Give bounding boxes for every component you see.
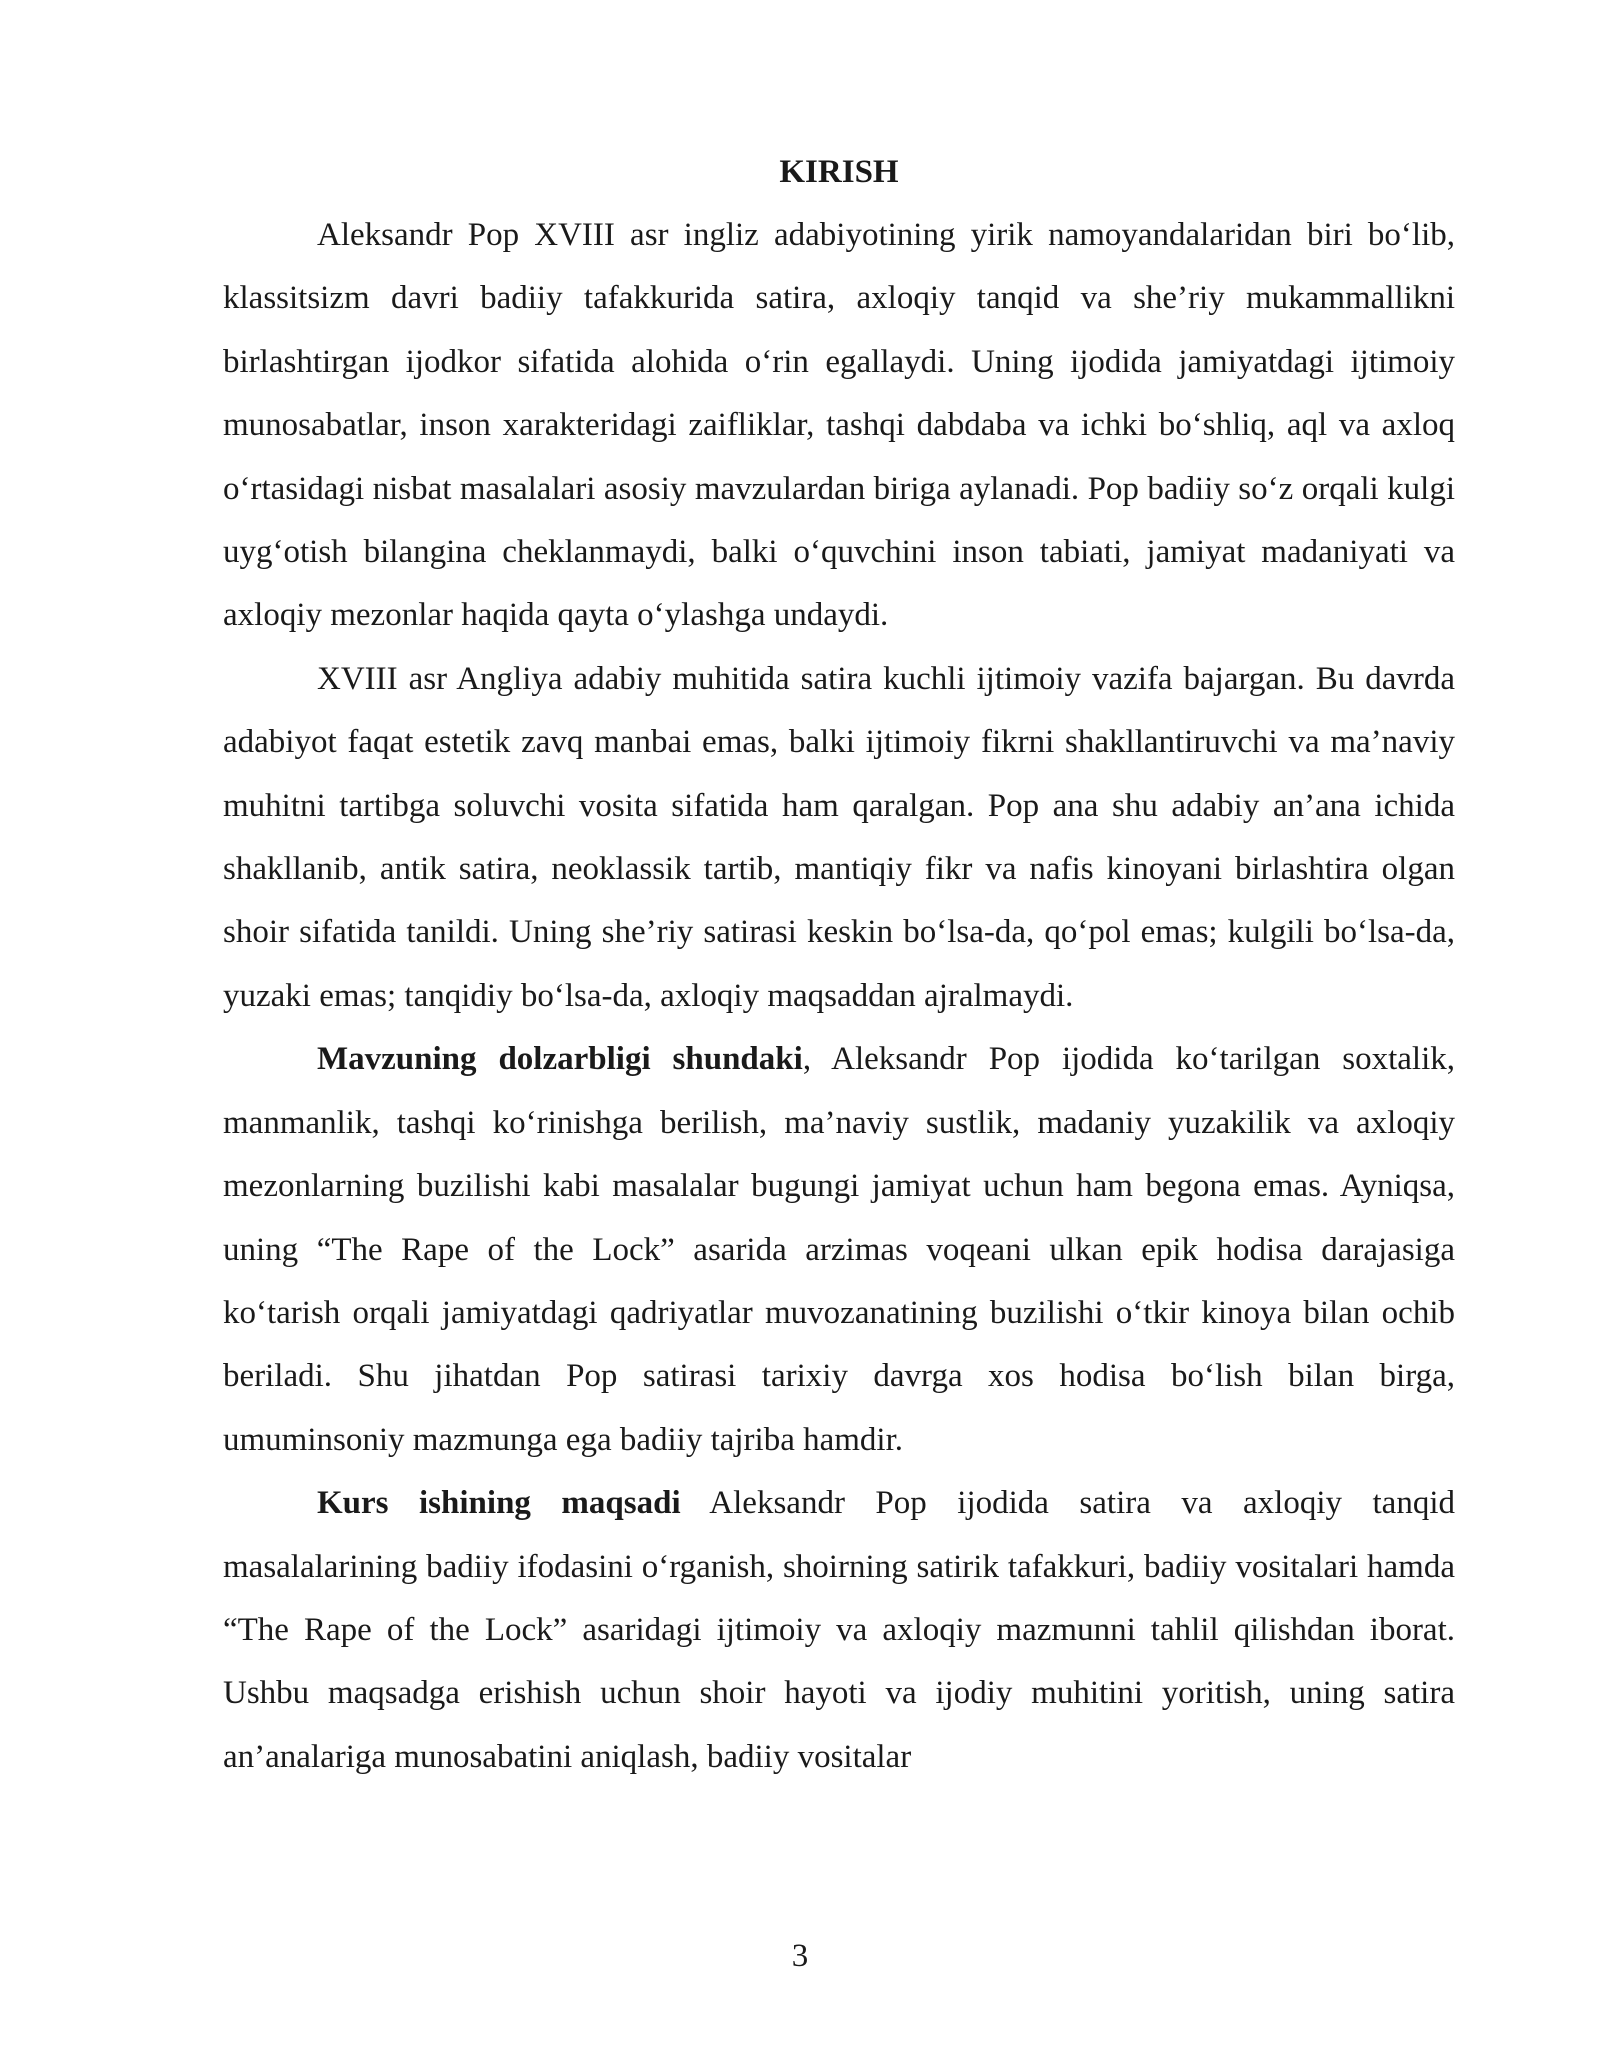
paragraph-text: , Aleksandr Pop ijodida ko‘tarilgan soxtalik, manmanlik, tashqi ko‘rinishga berilish, ma’naviy sustlik, madaniy yuzakilik va axloqiy mezonlarning buzilishi kabi masalalar bugungi jamiyat uchun ham begona emas. Ayniqsa, uning “The Rape of the Lock” asarida arzimas voqeani ulkan epik hodisa darajasiga ko‘tarish orqali jamiyatdagi qadriyatlar muvozanatining buzilishi o‘tkir kinoya bilan ochib beriladi. Shu jihatdan Pop satirasi tarixiy davrga xos hodisa bo‘lish bilan birga, umuminsoniy mazmunga ega badiiy tajriba hamdir.	[223, 1041, 1455, 1458]
paragraph-lead: Mavzuning dolzarbligi shundaki	[317, 1041, 803, 1078]
paragraph-intro	[223, 204, 1455, 648]
paragraph-goal	[223, 1472, 1455, 1789]
paragraph-text: Aleksandr Pop XVIII asr ingliz adabiyotining yirik namoyandalaridan biri bo‘lib, klassitsizm davri badiiy tafakkurida satira, axloqiy tanqid va she’riy mukammallikni birlashtirgan ijodkor sifatida alohida o‘rin egallaydi. Uning ijodida jamiyatdagi ijtimoiy munosabatlar, inson xarakteridagi zaifliklar, tashqi dabdaba va ichki bo‘shliq, aql va axloq o‘rtasidagi nisbat masalalari asosiy mavzulardan biriga aylanadi. Pop badiiy so‘z orqali kulgi uyg‘otish bilangina cheklanmaydi, balki o‘quvchini inson tabiati, jamiyat madaniyati va axloqiy mezonlar haqida qayta o‘ylashga undaydi.	[223, 217, 1455, 634]
paragraph-relevance	[223, 1028, 1455, 1472]
paragraph-context	[223, 648, 1455, 1028]
page-number: 3	[791, 1938, 809, 1974]
paragraph-text: XVIII asr Angliya adabiy muhitida satira kuchli ijtimoiy vazifa bajargan. Bu davrda adabiyot faqat estetik zavq manbai emas, balki ijtimoiy fikrni shakllantiruvchi va ma’naviy muhitni tartibga soluvchi vosita sifatida ham qaralgan. Pop ana shu adabiy an’ana ichida shakllanib, antik satira, neoklassik tartib, mantiqiy fikr va nafis kinoyani birlashtira olgan shoir sifatida tanildi. Uning she’riy satirasi keskin bo‘lsa-da, qo‘pol emas; kulgili bo‘lsa-da, yuzaki emas; tanqidiy bo‘lsa-da, axloqiy maqsaddan ajralmaydi.	[223, 660, 1455, 1014]
paragraph-lead: Kurs ishining maqsadi	[317, 1485, 681, 1522]
paragraph-text: Aleksandr Pop ijodida satira va axloqiy tanqid masalalarining badiiy ifodasini o‘rganish, shoirning satirik tafakkuri, badiiy vositalari hamda “The Rape of the Lock” asaridagi ijtimoiy va axloqiy mazmunni tahlil qilishdan iborat. Ushbu maqsadga erishish uchun shoir hayoti va ijodiy muhitini yoritish, uning satira an’analariga munosabatini aniqlash, badiiy vositalar	[223, 1485, 1456, 1775]
section-heading: KIRISH	[779, 154, 899, 190]
page-content	[223, 148, 1455, 1789]
